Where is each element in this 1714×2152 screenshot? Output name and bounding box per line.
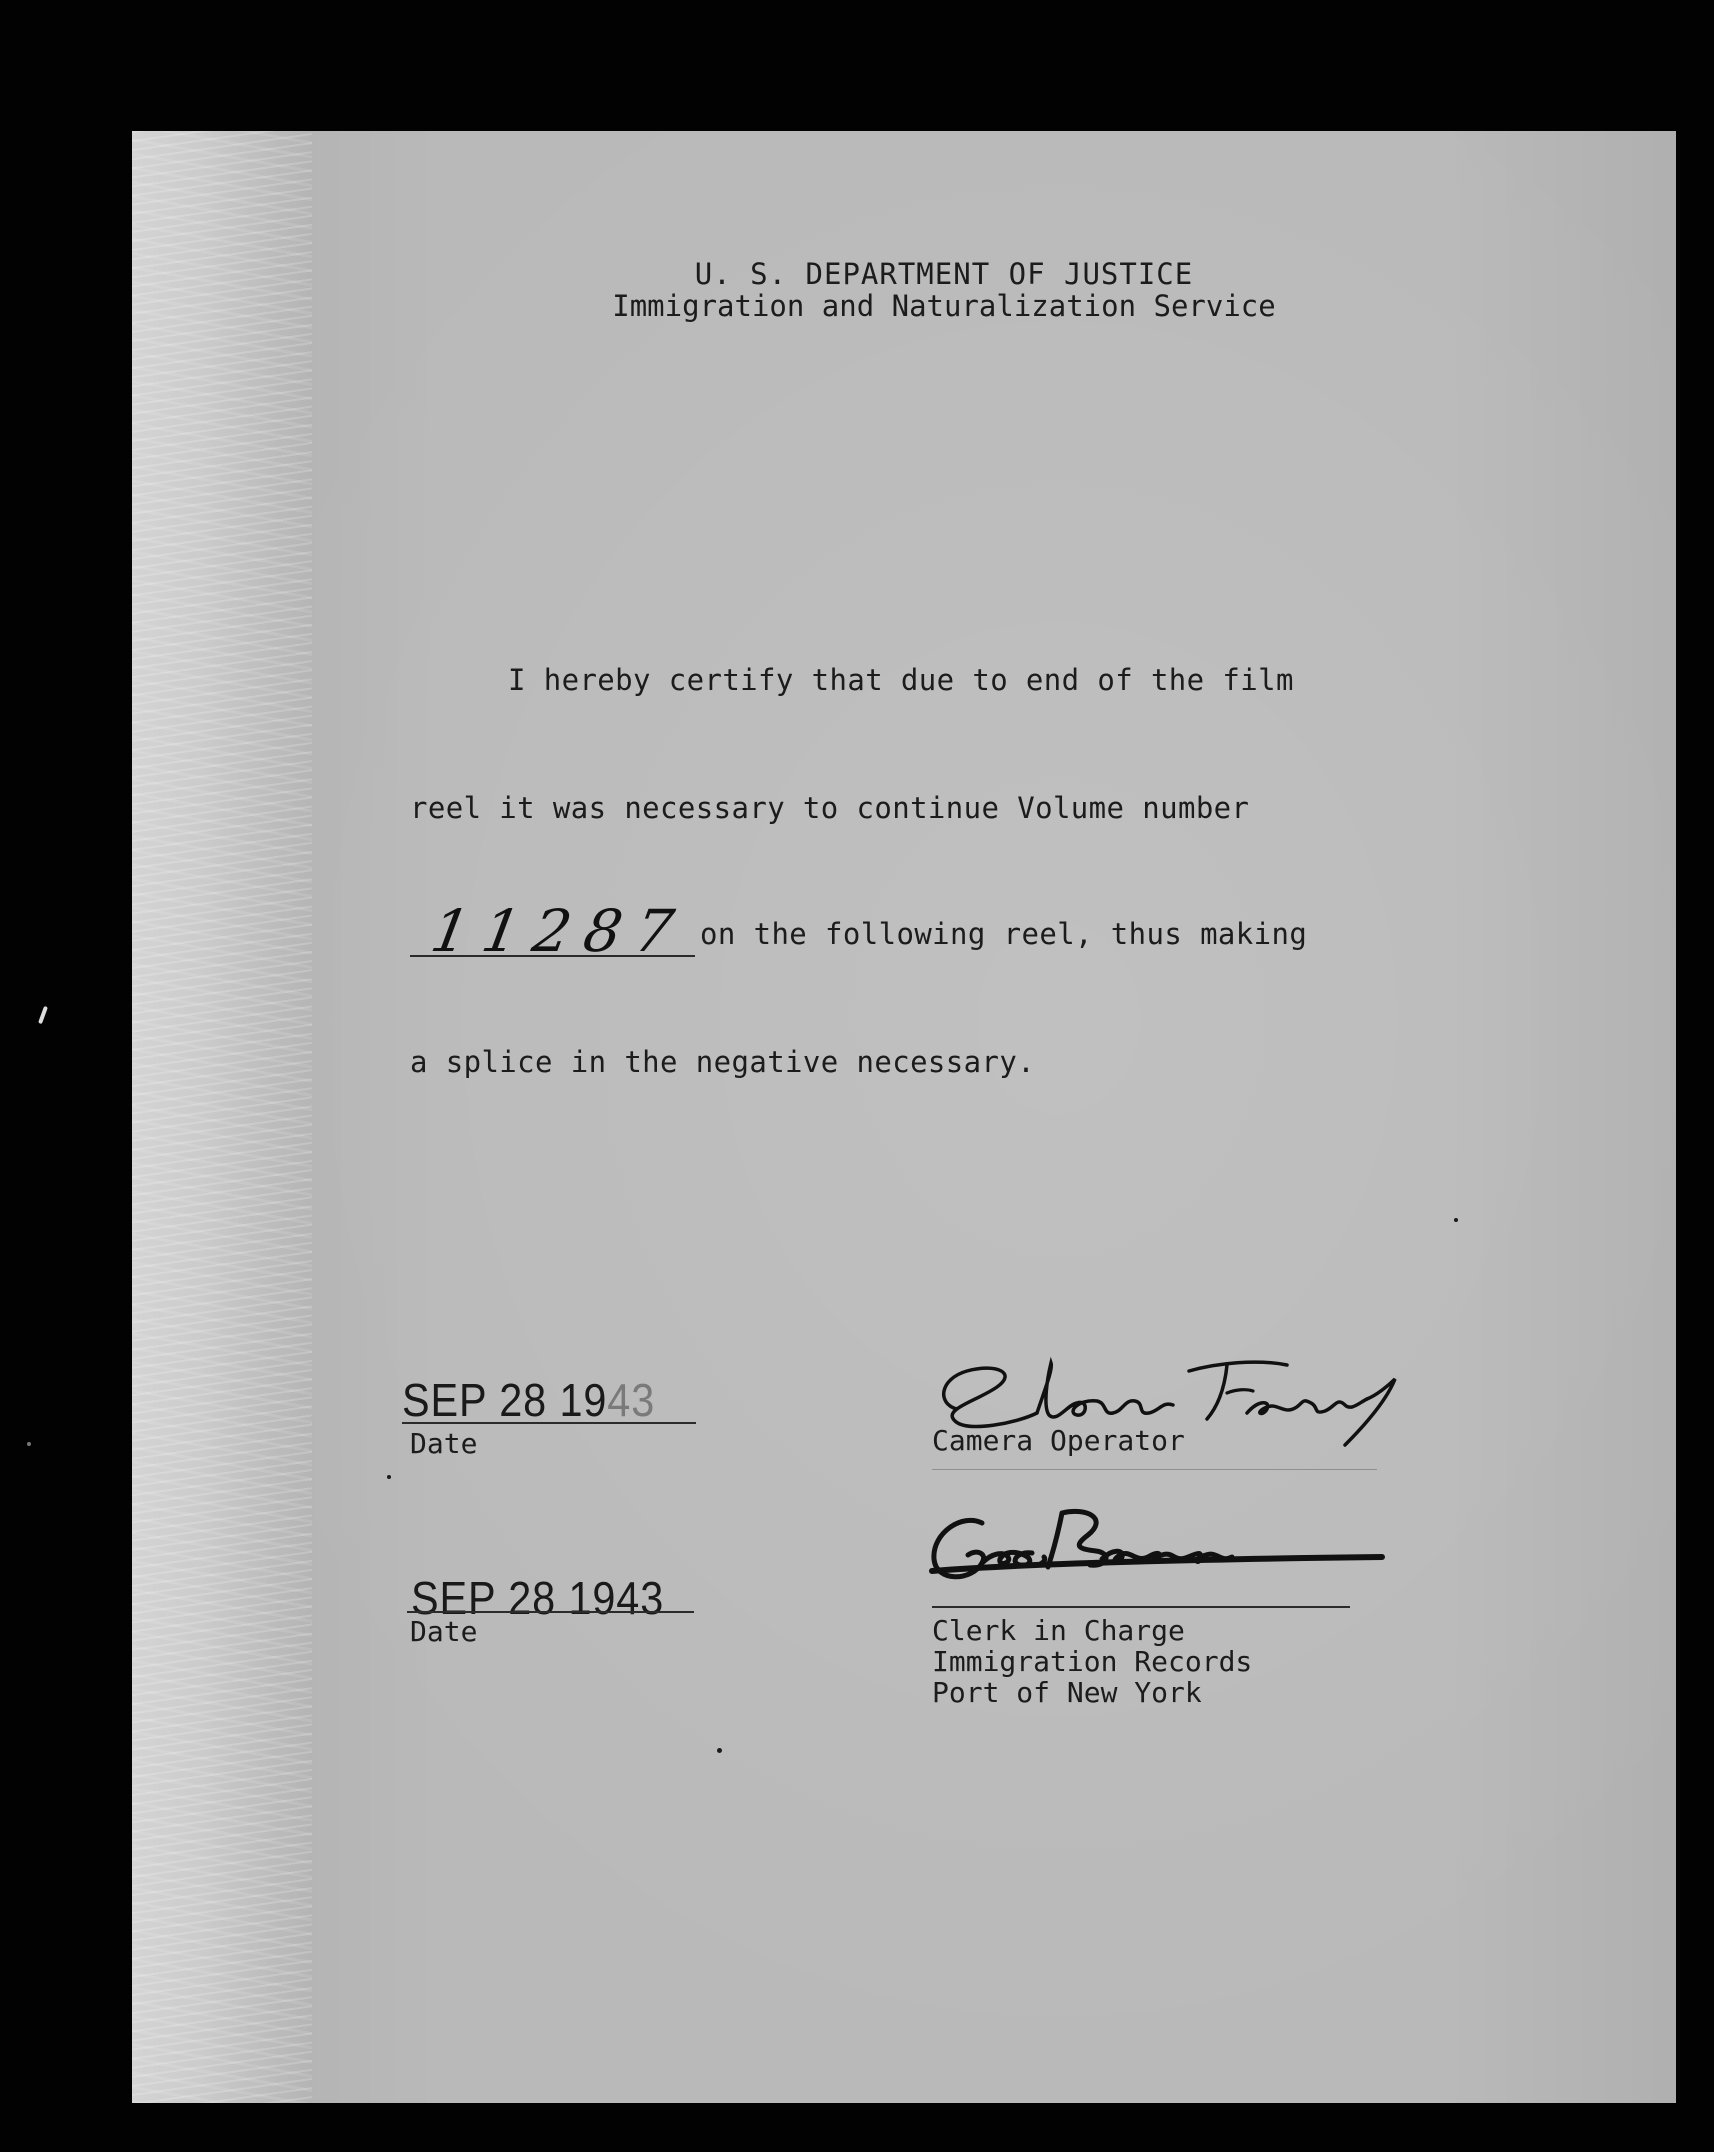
certify-line-4: a splice in the negative necessary. <box>410 1045 1036 1079</box>
date-label-1: Date <box>410 1427 478 1460</box>
service-heading: Immigration and Naturalization Service <box>612 289 1276 323</box>
film-speck <box>27 1442 31 1446</box>
date-line-1 <box>402 1422 696 1424</box>
date-stamp-1 <box>402 1373 655 1427</box>
date-line-2 <box>407 1611 694 1613</box>
clerk-signature-line <box>932 1606 1350 1608</box>
date-stamp-1-faint: 43 <box>607 1374 656 1426</box>
date-stamp-2: SEP 28 1943 <box>411 1572 665 1624</box>
clerk-signature-graphic <box>912 1493 1392 1603</box>
date-stamp-1-main: SEP 28 19 <box>402 1374 608 1426</box>
clerk-port-label: Port of New York <box>932 1676 1202 1709</box>
camera-operator-label: Camera Operator <box>932 1424 1185 1457</box>
paper-speck <box>387 1475 391 1479</box>
paper-speck <box>1454 1218 1458 1222</box>
film-mark <box>38 1006 48 1024</box>
clerk-department-label: Immigration Records <box>932 1645 1253 1678</box>
certify-line-1: I hereby certify that due to end of the film <box>508 663 1294 697</box>
camera-signature-line <box>932 1469 1377 1470</box>
document-page <box>132 131 1676 2103</box>
paper-speck <box>717 1748 722 1753</box>
clerk-title-label: Clerk in Charge <box>932 1614 1185 1647</box>
date-label-2: Date <box>410 1615 478 1648</box>
certify-line-2: reel it was necessary to continue Volume number <box>410 791 1250 825</box>
torn-left-edge <box>132 131 312 2103</box>
department-heading: U. S. DEPARTMENT OF JUSTICE <box>694 257 1194 291</box>
clerk-signature <box>912 1493 1392 1608</box>
certify-line-3: on the following reel, thus making <box>700 917 1308 951</box>
volume-number-handwritten: 11287 <box>426 897 693 965</box>
